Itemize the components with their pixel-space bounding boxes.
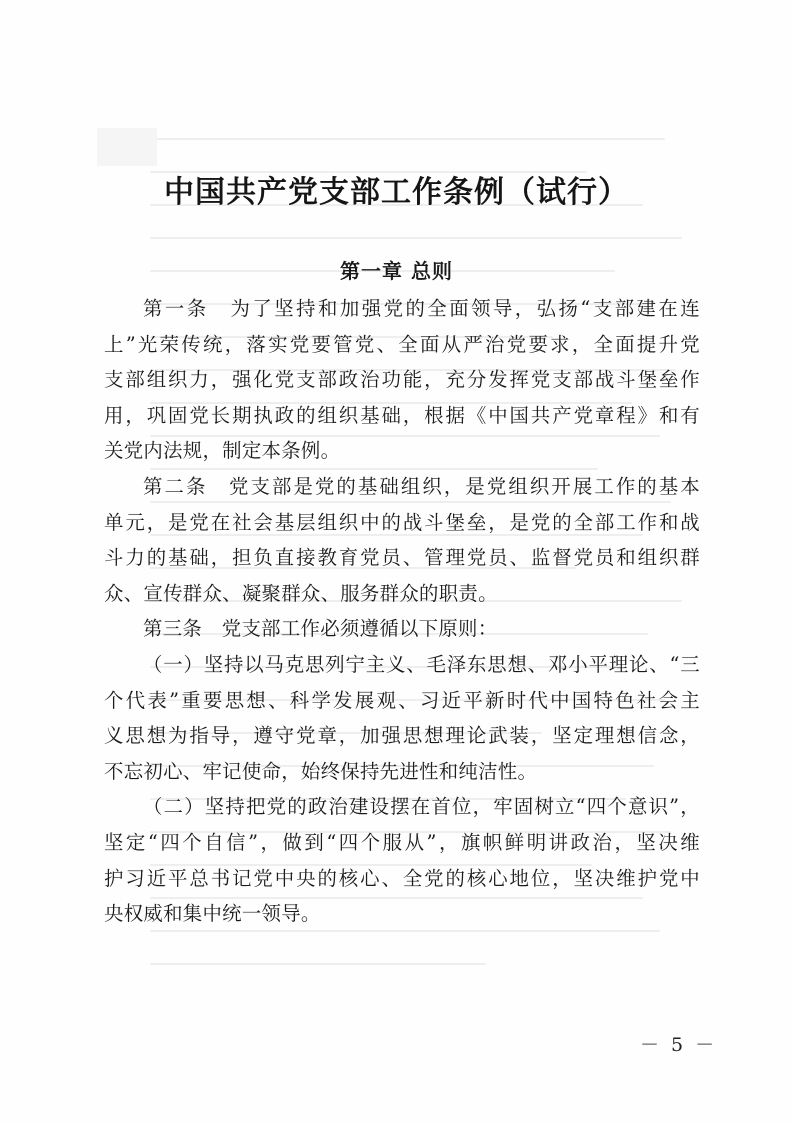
principle-1-line: （一）坚持以马克思列宁主义、毛泽东思想、邓小平理论、“三 (143, 652, 700, 676)
principle-2-line: 坚定“四个自信”，做到“四个服从”，旗帜鲜明讲政治，坚决维 (104, 830, 700, 854)
principle-1-line: 不忘初心、牢记使命，始终保持先进性和纯洁性。 (104, 759, 538, 783)
article-1-line: 上”光荣传统，落实党要管党、全面从严治党要求，全面提升党 (104, 332, 700, 356)
article-3-line: 第三条 党支部工作必须遵循以下原则： (143, 617, 498, 641)
article-1-line: 关党内法规，制定本条例。 (104, 439, 341, 463)
redaction-patch (97, 128, 157, 166)
article-1-line: 用，巩固党长期执政的组织基础，根据《中国共产党章程》和有 (104, 403, 700, 427)
principle-2-line: 央权威和集中统一领导。 (104, 902, 321, 926)
article-1-line: 第一条 为了坚持和加强党的全面领导，弘扬“支部建在连 (143, 297, 700, 320)
article-1-line: 支部组织力，强化党支部政治功能，充分发挥党支部战斗堡垒作 (104, 368, 700, 392)
article-2-line: 斗力的基础，担负直接教育党员、管理党员、监督党员和组织群 (104, 546, 700, 570)
article-2-line: 单元，是党在社会基层组织中的战斗堡垒，是党的全部工作和战 (104, 510, 700, 534)
principle-2-line: （二）坚持把党的政治建设摆在首位，牢固树立“四个意识”， (143, 795, 700, 819)
principle-1-line: 个代表”重要思想、科学发展观、习近平新时代中国特色社会主 (104, 688, 700, 712)
document-title: 中国共产党支部工作条例（试行） (164, 175, 629, 210)
principle-2-line: 护习近平总书记党中央的核心、全党的核心地位，坚决维护党中 (104, 866, 700, 890)
article-2-line: 众、宣传群众、凝聚群众、服务群众的职责。 (104, 581, 498, 605)
principle-1-line: 义思想为指导，遵守党章，加强思想理论武装，坚定理想信念， (104, 724, 700, 748)
chapter-heading: 第一章 总则 (340, 259, 453, 283)
article-2-line: 第二条 党支部是党的基础组织，是党组织开展工作的基本 (143, 474, 700, 498)
page-number: － 5 － (640, 1034, 718, 1056)
document-body (104, 291, 700, 932)
